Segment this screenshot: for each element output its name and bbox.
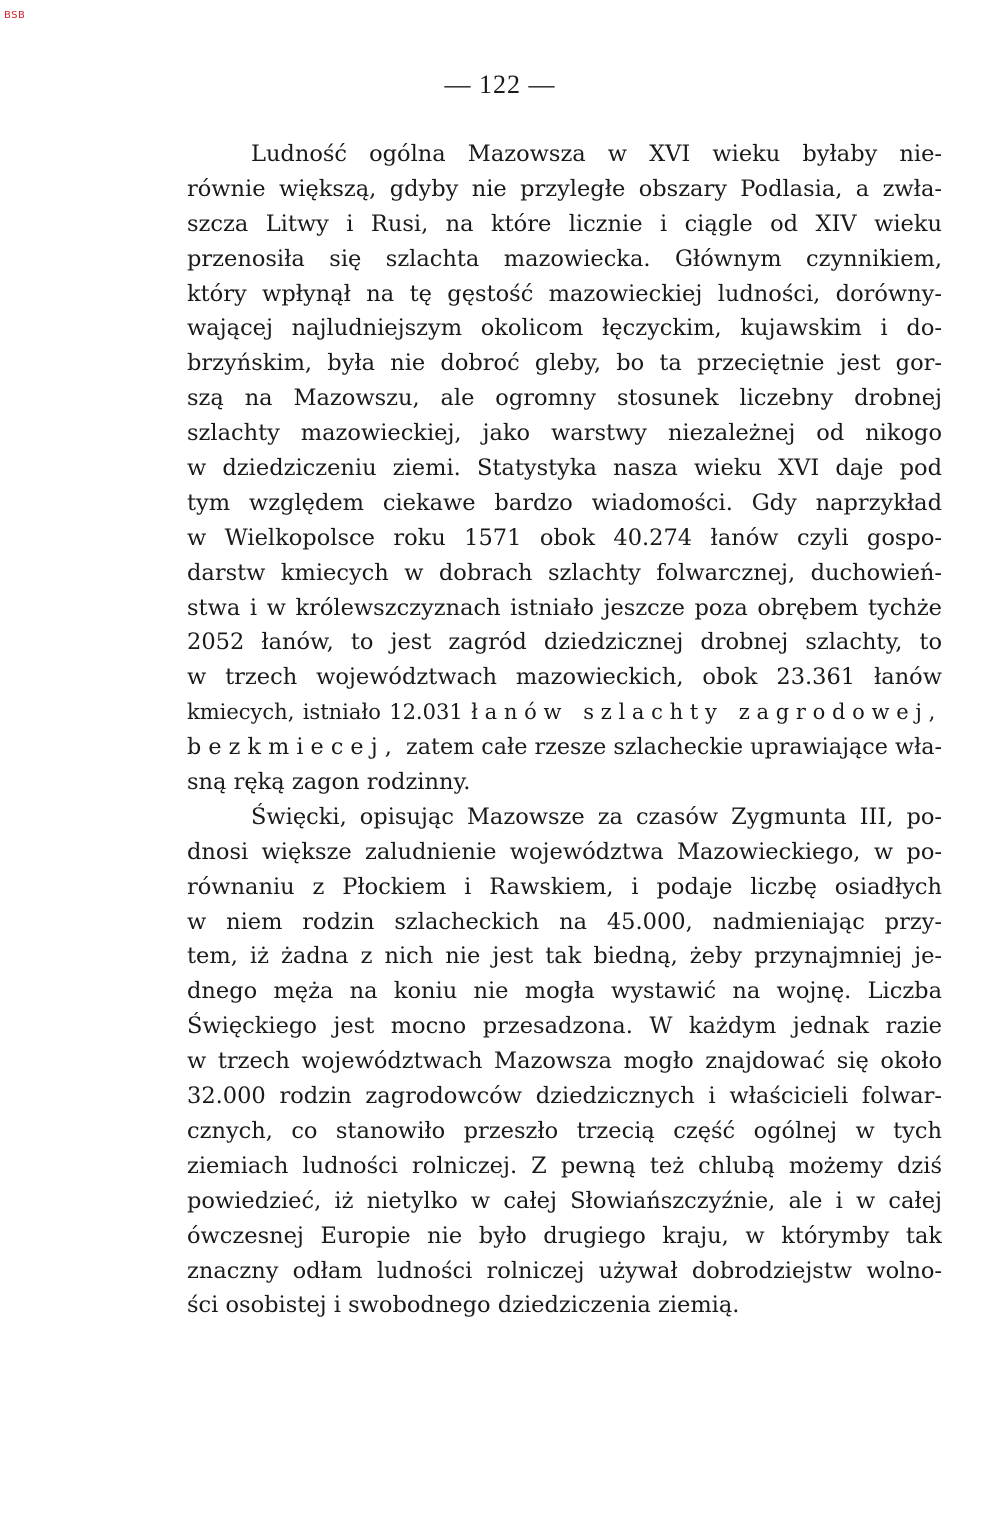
text-line: sną ręką zagon rodzinny.	[187, 769, 471, 796]
text-line: w trzech województwach mazowieckich, obok 23.361 łanów	[187, 664, 942, 691]
text-line: dnego męża na koniu nie mogła wystawić na wojnę. Liczba	[187, 978, 942, 1005]
text-line: który wpłynął na tę gęstość mazowieckiej ludności, dorówny-	[187, 280, 942, 307]
text-line: 32.000 rodzin zagrodowców dziedzicznych i właścicieli folwar-	[187, 1083, 942, 1110]
spaced-emphasis: bezkmiecej,	[187, 734, 399, 761]
paragraph-1	[187, 137, 942, 800]
text-line: stwa i w królewszczyznach istniało jeszcze poza obrębem tychże	[187, 594, 942, 621]
spaced-emphasis: łanów szlachty zagrodowej,	[471, 700, 942, 725]
text-line: dnosi większe zaludnienie województwa Mazowieckiego, w po-	[187, 838, 942, 865]
text-line: znaczny odłam ludności rolniczej używał dobrodziejstw wolno-	[187, 1257, 942, 1284]
text-line: tym względem ciekawe bardzo wiadomości. Gdy naprzykład	[187, 489, 942, 516]
text-line: równie większą, gdyby nie przyległe obszary Podlasia, a zwła-	[187, 175, 942, 202]
text-line: w trzech województwach Mazowsza mogło znajdować się około	[187, 1048, 942, 1075]
text-line	[187, 730, 942, 765]
text-line: Ludność ogólna Mazowsza w XVI wieku byłaby nie-	[251, 141, 942, 167]
text-line: ówczesnej Europie nie było drugiego kraju, w którymby tak	[187, 1222, 942, 1249]
text-line: tem, iż żadna z nich nie jest tak biedną, żeby przynajmniej je-	[187, 943, 942, 970]
text-line: równaniu z Płockiem i Rawskiem, i podaje liczbę osiadłych	[187, 873, 942, 900]
text-line: darstw kmiecych w dobrach szlachty folwarcznej, duchowień-	[187, 559, 942, 586]
text-fragment: zatem całe rzesze szlacheckie uprawiające wła-	[406, 734, 942, 761]
library-watermark: BSB	[4, 10, 26, 21]
text-line: szlachty mazowieckiej, jako warstwy niezależnej od nikogo	[187, 420, 942, 447]
text-line: w niem rodzin szlacheckich na 45.000, nadmieniając przy-	[187, 908, 942, 935]
text-line: cznych, co stanowiło przeszło trzecią część ogólnej w tych	[187, 1117, 942, 1144]
page-number: — 122 —	[444, 70, 556, 99]
text-fragment: kmiecych, istniało 12.031	[187, 700, 463, 725]
text-line: szą na Mazowszu, ale ogromny stosunek liczebny drobnej	[187, 385, 942, 412]
text-line: ziemiach ludności rolniczej. Z pewną też chlubą możemy dziś	[187, 1152, 942, 1179]
text-line: brzyńskim, była nie dobroć gleby, bo ta przeciętnie jest gor-	[187, 350, 942, 377]
text-line: w dziedziczeniu ziemi. Statystyka nasza wieku XVI daje pod	[187, 455, 942, 482]
text-line: Święcki, opisując Mazowsze za czasów Zygmunta III, po-	[251, 803, 942, 830]
text-line: powiedzieć, iż nietylko w całej Słowiańszczyźnie, ale i w całej	[187, 1187, 942, 1214]
text-line: ści osobistej i swobodnego dziedziczenia ziemią.	[187, 1292, 740, 1319]
paragraph-2	[187, 800, 942, 1323]
text-line: 2052 łanów, to jest zagród dziedzicznej drobnej szlachty, to	[187, 629, 942, 656]
text-line: przenosiła się szlachta mazowiecka. Głównym czynnikiem,	[187, 245, 942, 272]
text-line	[187, 695, 942, 730]
text-body	[187, 137, 942, 1323]
text-line: Święckiego jest mocno przesadzona. W każdym jednak razie	[187, 1013, 942, 1040]
text-line: wającej najludniejszym okolicom łęczyckim, kujawskim i do-	[187, 315, 942, 342]
text-line: w Wielkopolsce roku 1571 obok 40.274 łanów czyli gospo-	[187, 524, 942, 551]
text-line: szcza Litwy i Rusi, na które licznie i ciągle od XIV wieku	[187, 210, 942, 237]
